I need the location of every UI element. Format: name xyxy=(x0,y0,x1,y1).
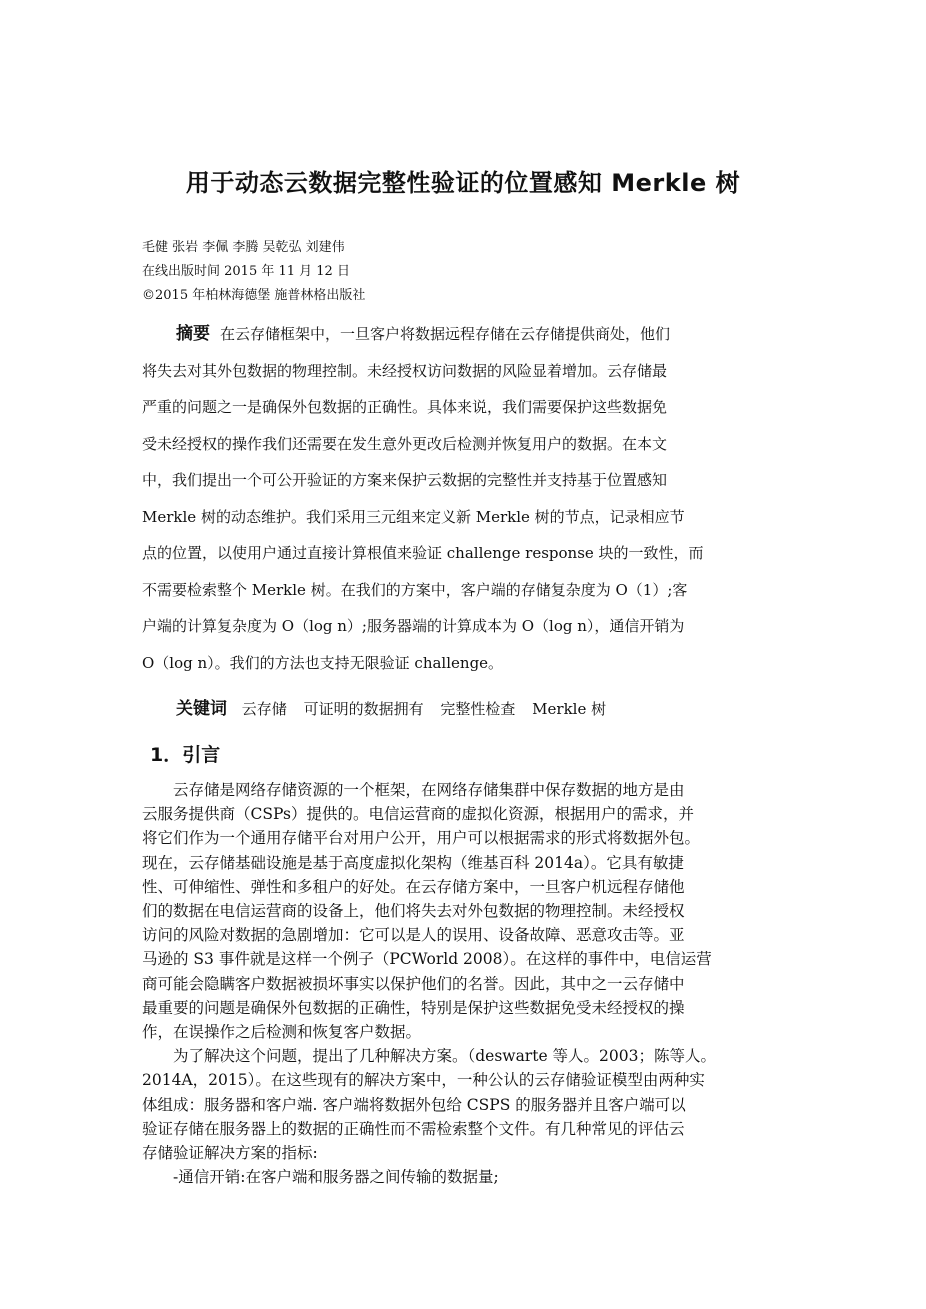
abstract xyxy=(142,316,792,681)
abstract-first-line xyxy=(142,316,792,353)
keywords-label: 关键词 xyxy=(176,699,227,719)
keyword: 可证明的数据拥有 xyxy=(303,700,424,718)
body-line: 作，在误操作之后检测和恢复客户数据。 xyxy=(142,1023,422,1042)
body-line: 云存储是网络存储资源的一个框架，在网络存储集群中保存数据的地方是由 xyxy=(173,781,685,799)
body-line: 为了解决这个问题，提出了几种解决方案。（deswarte 等人。2003；陈等人。 xyxy=(173,1047,716,1066)
body-line: 云服务提供商（CSPs）提供的。电信运营商的虚拟化资源，根据用户的需求，并 xyxy=(142,805,694,824)
abstract-line: O（log n）。我们的方法也支持无限验证 challenge。 xyxy=(142,653,504,672)
abstract-line: 点的位置，以使用户通过直接计算根值来验证 challenge response 块的一致性，而 xyxy=(142,544,704,562)
abstract-line: 严重的问题之一是确保外包数据的正确性。具体来说，我们需要保护这些数据免 xyxy=(142,398,668,416)
body-line: 验证存储在服务器上的数据的正确性而不需检索整个文件。有几种常见的评估云 xyxy=(142,1119,685,1138)
authors: 毛健 张岩 李佩 李腾 吴乾弘 刘建伟 xyxy=(142,240,345,255)
body-line: 最重要的问题是确保外包数据的正确性，特别是保护这些数据免受未经授权的操 xyxy=(142,998,685,1017)
body-line: 体组成：服务器和客户端. 客户端将数据外包给 CSPS 的服务器并且客户端可以 xyxy=(142,1095,686,1114)
body-line: 现在，云存储基础设施是基于高度虚拟化架构（维基百科 2014a）。它具有敏捷 xyxy=(142,853,684,872)
body-line: 们的数据在电信运营商的设备上，他们将失去对外包数据的物理控制。未经授权 xyxy=(142,902,685,921)
abstract-line: 受未经授权的操作我们还需要在发生意外更改后检测并恢复用户的数据。在本文 xyxy=(142,434,668,453)
keyword: Merkle 树 xyxy=(532,700,607,718)
abstract-line: 在云存储框架中，一旦客户将数据远程存储在云存储提供商处，他们 xyxy=(220,325,671,343)
body-line: 2014A，2015）。在这些现有的解决方案中，一种公认的云存储验证模型由两种实 xyxy=(142,1071,705,1090)
body-line: 马逊的 S3 事件就是这样一个例子（PCWorld 2008）。在这样的事件中，电信运营 xyxy=(142,950,712,969)
paper-meta xyxy=(142,236,365,308)
body-line: -通信开销:在客户端和服务器之间传输的数据量; xyxy=(173,1168,499,1187)
body-text xyxy=(142,778,802,1189)
abstract-line: 将失去对其外包数据的物理控制。未经授权访问数据的风险显着增加。云存储最 xyxy=(142,361,668,380)
abstract-line: 户端的计算复杂度为 O（log n）;服务器端的计算成本为 O（log n），通信开销为 xyxy=(142,617,685,635)
body-line: 性、可伸缩性、弹性和多租户的好处。在云存储方案中，一旦客户机远程存储他 xyxy=(142,877,685,896)
abstract-label: 摘要 xyxy=(176,324,210,344)
abstract-line: Merkle 树的动态维护。我们采用三元组来定义新 Merkle 树的节点，记录相应节 xyxy=(142,507,685,526)
abstract-line: 中，我们提出一个可公开验证的方案来保护云数据的完整性并支持基于位置感知 xyxy=(142,471,668,489)
keyword: 完整性检查 xyxy=(440,700,516,718)
section-heading: 1．引言 xyxy=(150,744,221,766)
keywords xyxy=(176,694,618,719)
body-line: 存储验证解决方案的指标: xyxy=(142,1144,318,1163)
abstract-line: 不需要检索整个 Merkle 树。在我们的方案中，客户端的存储复杂度为 O（1）;客 xyxy=(142,580,688,599)
body-line: 访问的风险对数据的急剧增加：它可以是人的误用、设备故障、恶意攻击等。亚 xyxy=(142,926,685,945)
copyright: ©2015 年柏林海德堡 施普林格出版社 xyxy=(142,288,366,303)
paper-title: 用于动态云数据完整性验证的位置感知 Merkle 树 xyxy=(185,169,741,197)
published-online: 在线出版时间 2015 年 11 月 12 日 xyxy=(142,264,350,279)
body-line: 将它们作为一个通用存储平台对用户公开，用户可以根据需求的形式将数据外包。 xyxy=(142,829,701,848)
keyword: 云存储 xyxy=(241,700,287,718)
body-line: 商可能会隐瞒客户数据被损坏事实以保护他们的名誉。因此，其中之一云存储中 xyxy=(142,974,685,993)
